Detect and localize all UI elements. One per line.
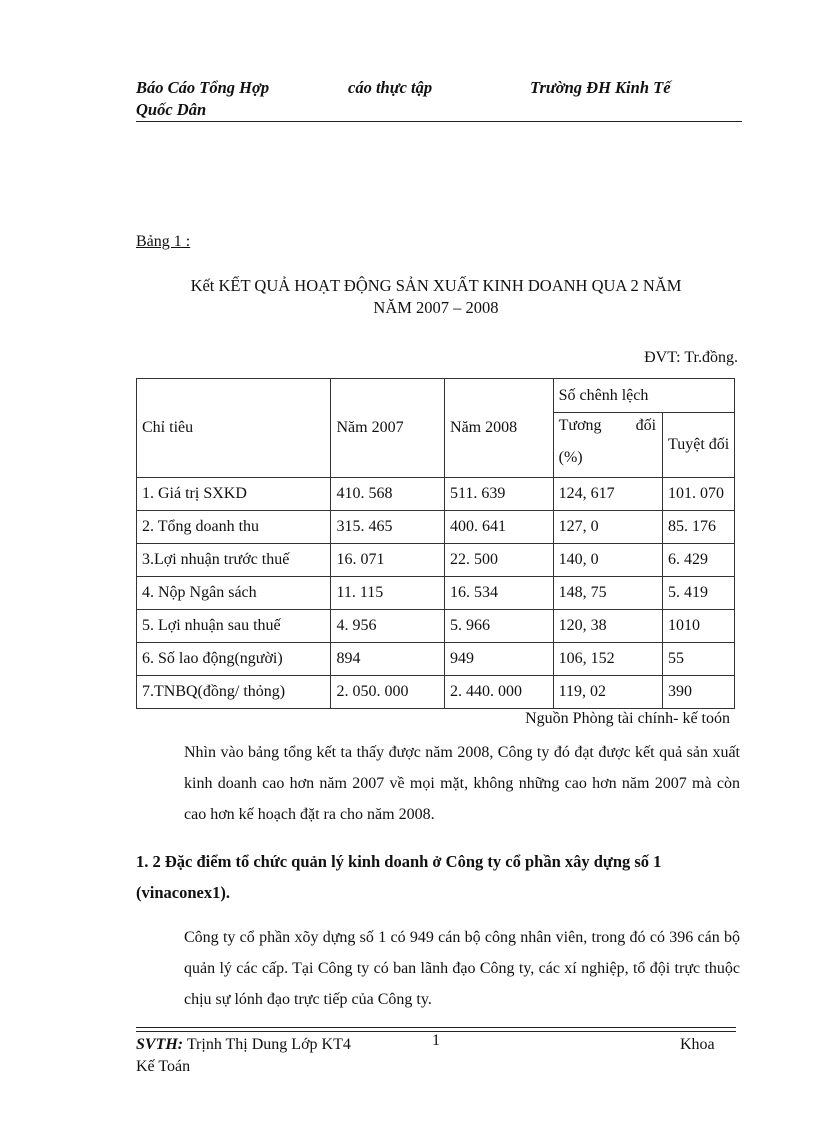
footer-svth-label: SVTH:	[136, 1036, 184, 1053]
cell-absolute: 1010	[663, 610, 735, 643]
header-relative	[553, 413, 662, 478]
cell-2008: 22. 500	[445, 544, 554, 577]
header-right: Trường ĐH Kinh Tế	[530, 78, 671, 97]
table-row	[137, 511, 735, 544]
footer-student	[136, 1036, 351, 1054]
table-row	[137, 610, 735, 643]
source-note: Nguồn Phòng tài chính- kế toón	[525, 710, 730, 727]
row-label: 2. Tổng doanh thu	[137, 511, 331, 544]
row-label: 1. Giá trị SXKD	[137, 478, 331, 511]
cell-absolute: 85. 176	[663, 511, 735, 544]
header-indicator: Chỉ tiêu	[137, 379, 331, 478]
row-label: 6. Số lao động(người)	[137, 643, 331, 676]
cell-absolute: 390	[663, 676, 735, 709]
cell-2008: 511. 639	[445, 478, 554, 511]
footer-svth-text: Trịnh Thị Dung Lớp KT4	[183, 1036, 351, 1053]
header-center: cáo thực tập	[348, 78, 433, 97]
cell-2007: 894	[331, 643, 445, 676]
results-table	[136, 378, 735, 709]
table-title-line2: NĂM 2007 – 2008	[373, 298, 499, 317]
cell-2007: 315. 465	[331, 511, 445, 544]
cell-relative: 120, 38	[553, 610, 662, 643]
cell-relative: 106, 152	[553, 643, 662, 676]
cell-relative: 119, 02	[553, 676, 662, 709]
cell-2008: 400. 641	[445, 511, 554, 544]
footer-divider-top	[136, 1027, 736, 1028]
table-header-row	[137, 379, 735, 413]
cell-2007: 410. 568	[331, 478, 445, 511]
table-body	[137, 478, 735, 709]
cell-2007: 2. 050. 000	[331, 676, 445, 709]
header-relative-b: đối	[635, 417, 657, 434]
section-heading: 1. 2 Đặc điểm tổ chức quản lý kinh doanh ở Công ty cổ phần xây dựng số 1 (vinaconex1).	[136, 852, 662, 902]
cell-2007: 11. 115	[331, 577, 445, 610]
table-title-line1: Kết KẾT QUẢ HOẠT ĐỘNG SẢN XUẤT KINH DOANH QUA 2 NĂM	[190, 276, 682, 295]
cell-2008: 16. 534	[445, 577, 554, 610]
header-relative-a: Tương	[558, 417, 602, 434]
cell-absolute: 101. 070	[663, 478, 735, 511]
table-row	[137, 478, 735, 511]
cell-2008: 2. 440. 000	[445, 676, 554, 709]
header-relative-unit: (%)	[558, 449, 583, 466]
row-label: 4. Nộp Ngân sách	[137, 577, 331, 610]
footer-right: Khoa	[680, 1036, 715, 1053]
header-divider	[136, 121, 742, 122]
row-label: 5. Lợi nhuận sau thuế	[137, 610, 331, 643]
unit-note: ĐVT: Tr.đồng.	[644, 349, 738, 366]
paragraph-summary	[136, 737, 740, 830]
cell-2008: 949	[445, 643, 554, 676]
table-row	[137, 676, 735, 709]
paragraph-summary-text: Nhìn vào bảng tổng kết ta thấy được năm 2008, Công ty đó đạt được kết quả sản xuất kinh doanh cao hơn năm 2007 về mọi mặt, không những cao hơn năm 2007 mà còn cao hơn kế hoạch đặt ra cho năm 2008.	[184, 744, 740, 823]
header-left: Báo Cáo Tổng Hợp	[136, 78, 270, 97]
cell-relative: 140, 0	[553, 544, 662, 577]
header-2008: Năm 2008	[445, 379, 554, 478]
cell-relative: 148, 75	[553, 577, 662, 610]
page-header	[136, 76, 742, 122]
row-label: 3.Lợi nhuận trước thuế	[137, 544, 331, 577]
table-row	[137, 643, 735, 676]
header-2007: Năm 2007	[331, 379, 445, 478]
cell-relative: 127, 0	[553, 511, 662, 544]
paragraph-staff	[136, 922, 740, 1015]
table-caption: Bảng 1 :	[136, 233, 191, 250]
header-left-line2: Quốc Dân	[136, 100, 207, 119]
row-label: 7.TNBQ(đồng/ thỏng)	[137, 676, 331, 709]
header-absolute: Tuyệt đối	[663, 413, 735, 478]
cell-absolute: 55	[663, 643, 735, 676]
cell-2007: 16. 071	[331, 544, 445, 577]
footer-line2: Kế Toán	[136, 1058, 191, 1075]
cell-relative: 124, 617	[553, 478, 662, 511]
table-row	[137, 544, 735, 577]
page-number: 1	[432, 1032, 440, 1049]
header-difference: Số chênh lệch	[553, 379, 734, 413]
paragraph-staff-text: Công ty cổ phần xõy dựng số 1 có 949 cán bộ công nhân viên, trong đó có 396 cán bộ quản lý các cấp. Tại Công ty có ban lãnh đạo Công ty, các xí nghiệp, tổ đội trực thuộc chịu sự lónh đạo trực tiếp của Công ty.	[184, 929, 740, 1008]
cell-absolute: 6. 429	[663, 544, 735, 577]
cell-absolute: 5. 419	[663, 577, 735, 610]
cell-2008: 5. 966	[445, 610, 554, 643]
table-row	[137, 577, 735, 610]
cell-2007: 4. 956	[331, 610, 445, 643]
